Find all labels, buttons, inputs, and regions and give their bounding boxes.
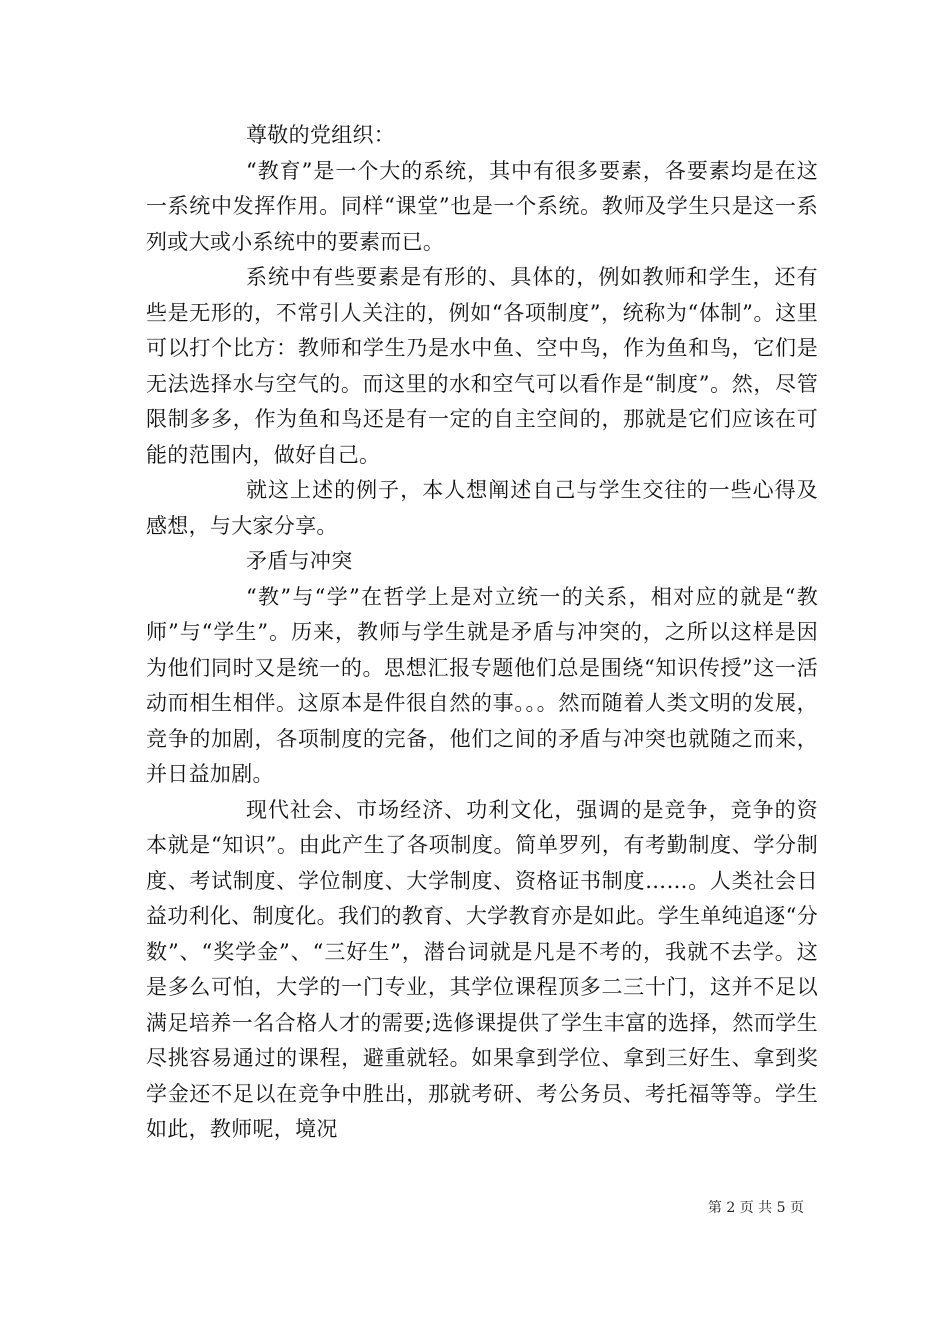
page-number-footer: 第 2 页 共 5 页 [707, 1200, 804, 1216]
paragraph-system-elements: 系统中有些要素是有形的、具体的，例如教师和学生，还有些是无形的，不常引人关注的，例如“各项制度”，统称为“体制”。这里可以打个比方：教师和学生乃是水中鱼、空中鸟，作为鱼和鸟，它们是无法选择水与空气的。而这里的水和空气可以看作是“制度”。然，尽管限制多多，作为鱼和鸟还是有一定的自主空间的，那就是它们应该在可能的范围内，做好自己。 [146, 265, 818, 467]
paragraph-share-intro: 就这上述的例子，本人想阐述自己与学生交往的一些心得及感想，与大家分享。 [146, 478, 818, 538]
paragraph-teach-learn: “教”与“学”在哲学上是对立统一的关系，相对应的就是“教师”与“学生”。历来，教师与学生就是矛盾与冲突的，之所以这样是因为他们同时又是统一的。思想汇报专题他们总是围绕“知识传授”这一活动而相生相伴。这原本是件很自然的事。。。然而随着人类文明的发展，竞争的加剧，各项制度的完备，他们之间的矛盾与冲突也就随之而来，并日益加剧。 [146, 584, 818, 786]
section-heading-conflict: 矛盾与冲突 [246, 549, 353, 573]
document-body [146, 118, 818, 1148]
paragraph-education-system: “教育”是一个大的系统，其中有很多要素，各要素均是在这一系统中发挥作用。同样“课堂”也是一个系统。教师及学生只是这一系列或大或小系统中的要素而已。 [146, 158, 818, 254]
salutation: 尊敬的党组织： [246, 123, 396, 147]
paragraph-modern-society: 现代社会、市场经济、功利文化，强调的是竞争，竞争的资本就是“知识”。由此产生了各项制度。简单罗列，有考勤制度、学分制度、考试制度、学位制度、大学制度、资格证书制度……。人类社会日益功利化、制度化。我们的教育、大学教育亦是如此。学生单纯追逐“分数”、“奖学金”、“三好生”，潜台词就是凡是不考的，我就不去学。这是多么可怕，大学的一门专业，其学位课程顶多二三十门，这并不足以满足培养一名合格人才的需要;选修课提供了学生丰富的选择，然而学生尽挑容易通过的课程，避重就轻。如果拿到学位、拿到三好生、拿到奖学金还不足以在竞争中胜出，那就考研、考公务员、考托福等等。学生如此，教师呢，境况 [146, 797, 818, 1141]
